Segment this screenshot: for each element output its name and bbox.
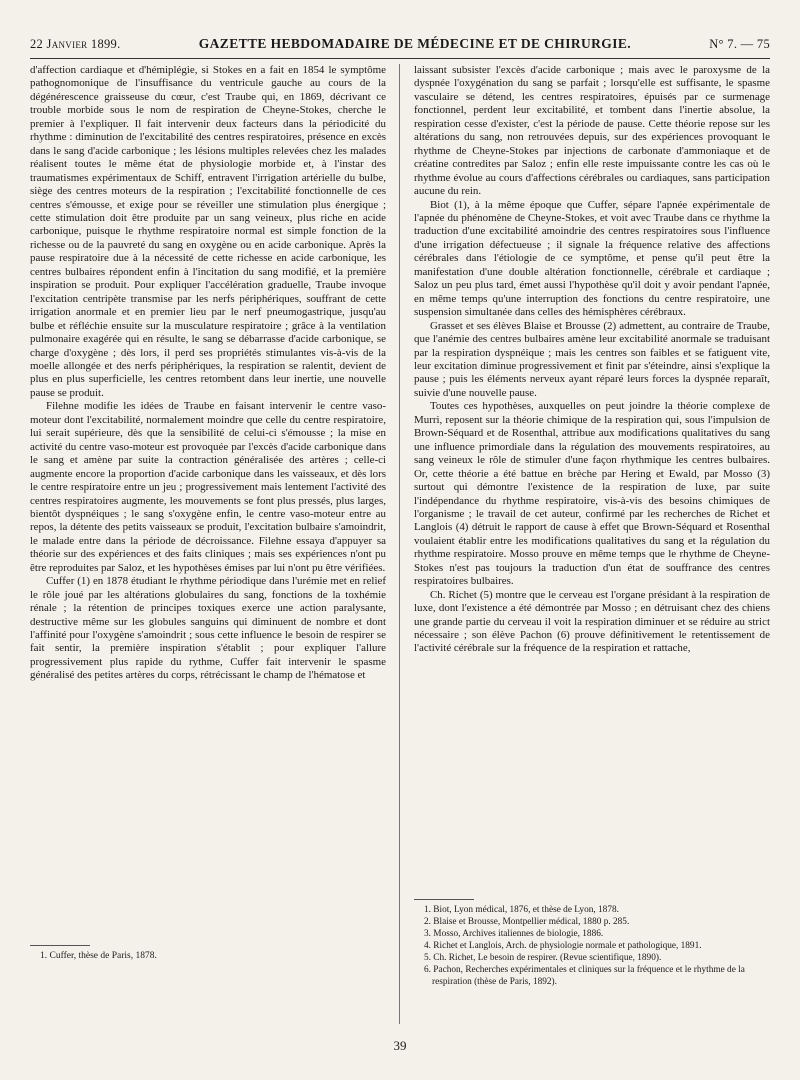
footnote: 1. Biot, Lyon médical, 1876, et thèse de Lyon, 1878.	[424, 905, 619, 915]
footnote: 5. Ch. Richet, Le besoin de respirer. (Revue scientifique, 1890).	[424, 953, 662, 963]
journal-page	[30, 30, 770, 1060]
column-divider	[399, 64, 400, 1024]
page-number: 39	[393, 1038, 407, 1053]
paragraph: Biot (1), à la même époque que Cuffer, sépare l'apnée expérimentale de l'apnée du phénomène de Cheyne-Stokes, et voit avec Traube dans ce rhythme la traduction d'une excitabilité amoindrie des centres respiratoires sous l'influence d'une irrigation défectueuse ; il signale la fréquence relative des affections cérébrales dans l'étiologie de ce symptôme, et pense qu'il peut être la manifestation d'une double altération fonctionnelle, cérébrale et cardiaque ; Saloz un peu plus tard, émet aussi l'hypothèse qu'il doit y avoir pendant l'apnée, en même temps qu'une interruption des fonctions du centre respiratoire, une suspension simultanée dans celles des hémisphères cérébraux.	[414, 198, 770, 319]
journal-title: GAZETTE HEBDOMADAIRE DE MÉDECINE ET DE CHIRURGIE.	[198, 36, 632, 51]
paragraph: Cuffer (1) en 1878 étudiant le rhythme périodique dans l'urémie met en relief le rôle joué par les altérations globulaires du sang, fonctions de la toxhémie rénale ; la rétention de principes toxiques exerce une action paralysante, destructive même sur les globules sanguins qui diminuent de nombre et dont l'affinité pour l'oxygène s'amoindrit ; sous cette influence le besoin de respirer se fait sentir, la première inspiration s'établit ; pour expliquer l'allure progressivement plus rapide du rythme, Cuffer fait intervenir le spasme généralisé des petites artères du corps, rétrécissant le champ de l'hématose et	[30, 575, 386, 682]
paragraph: Ch. Richet (5) montre que le cerveau est l'organe présidant à la respiration de luxe, dont l'existence a été démontrée par Mosso ; en détruisant chez des chiens une grande partie du cerveau il voit la respiration diminuer et se réduire au strict nécessaire ; son élève Pachon (6) prouve définitivement le retentissement de l'activité cérébrale sur la fréquence de la respiration et rattache,	[414, 588, 770, 655]
footnotes-right	[414, 904, 770, 988]
paragraph: Toutes ces hypothèses, auxquelles on peut joindre la théorie complexe de Murri, reposent sur la théorie chimique de la respiration qui, sous l'impulsion de Brown-Séquard et de Rosenthal, attribue aux modifications qualitatives du sang une influence primordiale dans la régulation des mouvements respiratoires, au sang veineux le rôle de stimuler d'une façon rhythmique les centres bulbaires. Or, cette théorie a été battue en brèche par Hering et Ewald, par Mosso (3) surtout qui démontre l'existence de la respiration de luxe, par suite l'indépendance du rhythme respiratoire, vis-à-vis des besoins chimiques de l'organisme ; le travail de cet auteur, confirmé par les recherches de Richet et Langlois (4) détruit le rapport de cause à effet que Brown-Séquard et Rosenthal voulaient établir entre les modifications qualitatives du sang et la régulation du rhythme respiratoire. Mosso prouve en même temps que le rhythme de Cheyne-Stokes n'est pas toujours la traduction d'un état de souffrance des centres respiratoires bulbaires.	[414, 400, 770, 588]
footnotes-left	[30, 950, 386, 962]
issue-date: 22 Janvier 1899.	[30, 36, 121, 51]
footnote: 3. Mosso, Archives italiennes de biologie, 1886.	[424, 929, 604, 939]
paragraph: d'affection cardiaque et d'hémiplégie, si Stokes en a fait en 1854 le symptôme pathognomonique de l'insuffisance du ventricule gauche au cours de la dégénérescence graisseuse du cœur, c'est Traube qui, en 1869, décrivant ce trouble morbide sous le nom de respiration de Cheyne-Stokes, cherche le premier à l'expliquer. Il fait intervenir deux facteurs dans la périodicité du rhythme : diminution de l'excitabilité des centres respiratoires, présence en excès dans le sang d'acide carbonique ; les lésions multiples relevées chez les malades réalisent toutes le même état de physiologie morbide et, à l'instar des traumatismes expérimentaux de Schiff, entravent l'irrigation artérielle du bulbe, siège des centres moteurs de la respiration ; l'excitabilité fonctionnelle de ces centres s'émousse, et exige pour se réveiller une stimulation plus énergique ; cette stimulation doit être produite par un sang veineux, plus riche en acide carbonique, puisque le rhythme respiratoire normal est simple fonction de la richesse ou de la pauvreté du sang en oxygène ou en acide carbonique. Après la pause respiratoire due à la nécessité de cette richesse en acide carbonique, les centres bulbaires répondent enfin à l'incitation du sang modifié, et la première inspiration se produit. Pour expliquer l'accélération graduelle, Traube invoque l'excitation centripète transmise par les nerfs périphériques, souffrant de cette irrigation anormale et en premier lieu par le nerf pneumogastrique, jusqu'au bulbe et réfléchie ensuite sur la musculature respiratoire ; grâce à la ventilation pulmonaire exagérée qui en résulte, le sang se débarrasse d'acide carbonique, se charge d'oxygène ; dès lors, il perd ses propriétés stimulantes vis-à-vis de la moelle allongée et des nerfs périphériques, la respiration se ralentit, devient de plus en plus superficielle, les centres retombent dans leur inertie, une nouvelle pause se produit.	[30, 64, 386, 399]
right-column	[414, 64, 770, 656]
left-column	[30, 64, 386, 683]
footnote: 6. Pachon, Recherches expérimentales et cliniques sur la fréquence et le rhythme de la respiration (thèse de Paris, 1892).	[424, 965, 745, 987]
footnote-rule	[414, 899, 474, 900]
paragraph: Grasset et ses élèves Blaise et Brousse (2) admettent, au contraire de Traube, que l'anémie des centres bulbaires amène leur excitabilité anormale se traduisant par la respiration dyspnéique ; mais les centres son faibles et se fatiguent vite, leur excitation diminue progressivement et finit par s'éteindre, ainsi s'explique la pause ; puis les éléments nerveux ayant réparé leurs forces la dyspnée reparaît, suivie d'une nouvelle pause.	[414, 319, 770, 399]
footnote: 4. Richet et Langlois, Arch. de physiologie normale et pathologique, 1891.	[424, 941, 702, 951]
footnote-rule	[30, 945, 90, 946]
running-header	[30, 30, 770, 59]
paragraph: Filehne modifie les idées de Traube en faisant intervenir le centre vaso-moteur dont l'excitabilité, normalement moindre que celle du centre respiratoire, lui serait supérieure, dès que la sensibilité de celui-ci s'émousse ; la mise en activité du centre vaso-moteur est provoquée par l'excès d'acide carbonique dans le sang et amène par suite la contraction généralisée des artères ; celle-ci augmente encore la proportion d'acide carbonique dans les vaisseaux, et dès lors le centre respiratoire entre un jeu ; progressivement mais lentement l'activité des centres respiratoires augmente, les mouvements se font plus pressés, plus larges, bientôt dyspnéiques ; le sang s'oxygène enfin, le centre vaso-moteur entre au repos, la détente des petits vaisseaux se produit, l'excitation bulbaire s'amoindrit, le malade entre dans la période de décroissance. Filehne essaya d'appuyer sa théorie sur des expériences et des faits cliniques ; mais ses expériences n'ont pu être reproduites par Saloz, et les hypothèses émises par lui n'ont pu être vérifiées.	[30, 400, 386, 574]
paragraph: laissant subsister l'excès d'acide carbonique ; mais avec le paroxysme de la dyspnée l'oxygénation du sang se parfait ; lorsqu'elle est suffisante, le spasme vasculaire se détend, les centres respiratoires, épuisés par ce surmenage fonctionnel, perdent leur excitabilité, et tombent dans l'inertie absolue, la respiration cesse d'exister, c'est la période de pause. Cette théorie repose sur les altérations du sang, non retrouvées depuis, sur des expériences provoquant le rhythme de Cheyne-Stokes par injections de carbonate d'ammoniaque et de créatine contredites par Saloz ; enfin elle reste impuissante contre les cas où le rhythme évolue au cours d'affections cérébrales ou cardiaques, sans participation aucune du rein.	[414, 64, 770, 198]
issue-number: N° 7. — 75	[709, 36, 770, 51]
footnote: 2. Blaise et Brousse, Montpellier médical, 1880 p. 285.	[424, 917, 630, 927]
footnote: 1. Cuffer, thèse de Paris, 1878.	[40, 951, 157, 961]
